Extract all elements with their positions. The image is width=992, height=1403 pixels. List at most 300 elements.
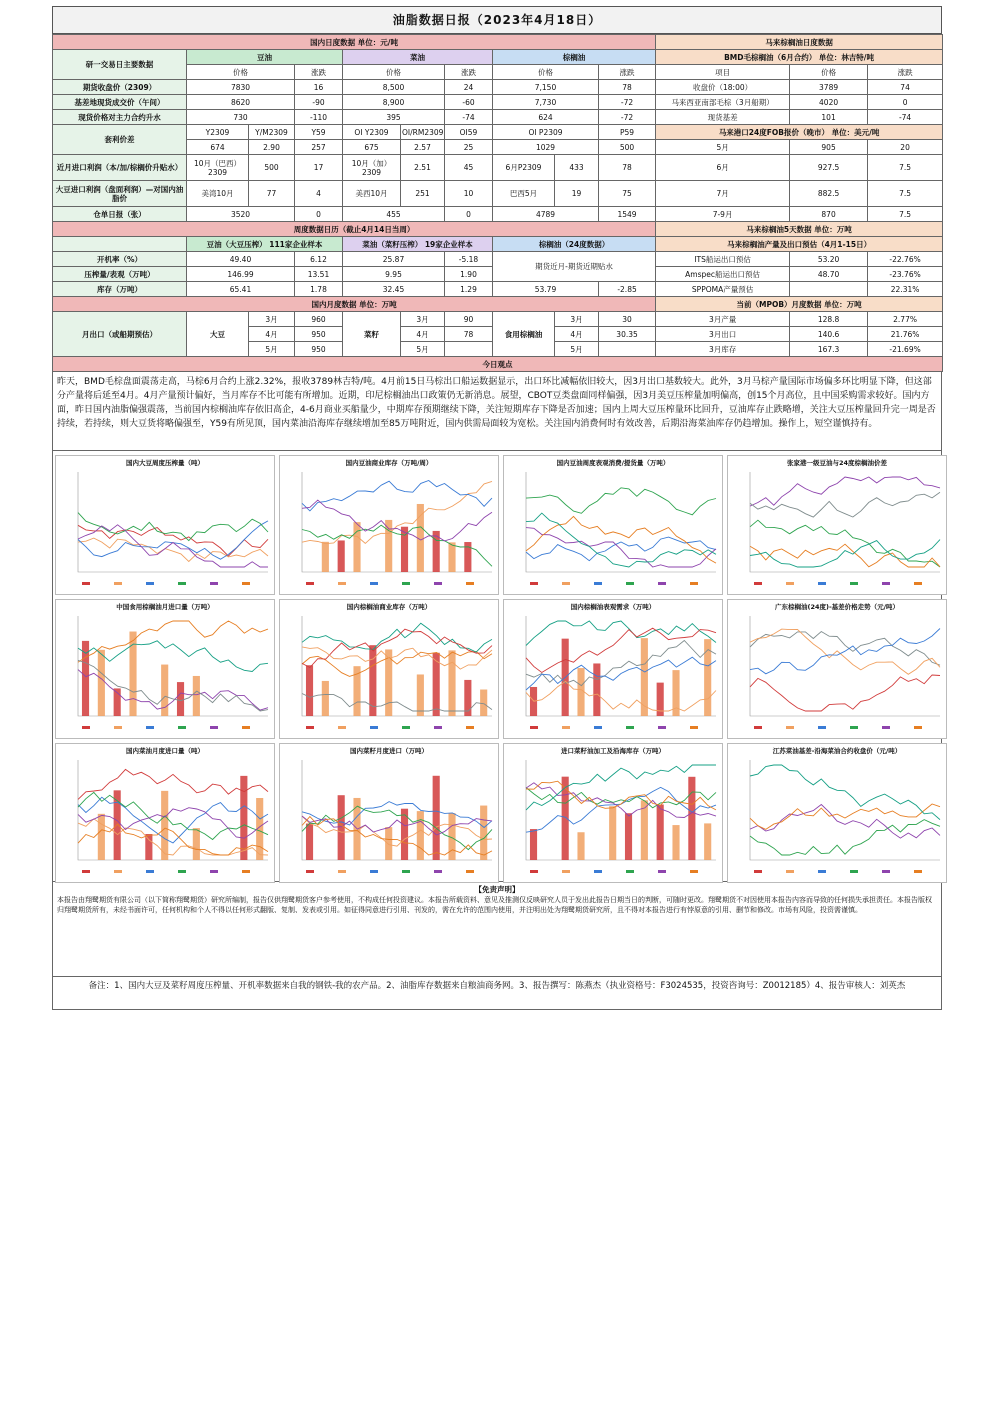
cell: 78 bbox=[445, 327, 493, 342]
chart-bar bbox=[240, 776, 247, 860]
chart-bar bbox=[641, 800, 648, 860]
cell: 730 bbox=[187, 110, 295, 125]
cell: 624 bbox=[493, 110, 599, 125]
chart-bar bbox=[145, 834, 152, 860]
row-label: 库存（万吨） bbox=[53, 282, 187, 297]
cell: ITS船运出口预估 bbox=[656, 252, 790, 267]
spread-value: 2.90 bbox=[249, 140, 295, 155]
chart-series-line bbox=[302, 694, 492, 712]
cell: 167.3 bbox=[790, 342, 868, 357]
weekly-header: 周度数据日历（截止4月14日当周） bbox=[53, 222, 656, 237]
spread-header: OI Y2309 bbox=[343, 125, 401, 140]
cell: 3月 bbox=[555, 312, 599, 327]
cell: -72 bbox=[599, 110, 656, 125]
cell: 3月 bbox=[401, 312, 445, 327]
chart-bar bbox=[480, 806, 487, 860]
chart-bar bbox=[480, 690, 487, 716]
chart-bar bbox=[530, 829, 537, 860]
legend-swatch bbox=[658, 582, 666, 585]
legend-swatch bbox=[434, 870, 442, 873]
cell: 1.29 bbox=[445, 282, 493, 297]
cell: 960 bbox=[295, 312, 343, 327]
chart-bar bbox=[161, 791, 168, 860]
chart-series-line bbox=[526, 513, 716, 567]
import-label-2: 大豆进口利润（盘面利润）—对国内油脂价 bbox=[53, 181, 187, 207]
chart-bar bbox=[306, 665, 313, 716]
chart-series-line bbox=[526, 788, 716, 808]
palm-note: 期货近月-期货近期贴水 bbox=[493, 252, 656, 282]
chart-series-line bbox=[526, 641, 716, 686]
product-palmoil: 棕榈油 bbox=[493, 50, 656, 65]
cell: -23.76% bbox=[868, 267, 943, 282]
chart-thumbnail bbox=[503, 743, 723, 883]
cell: 7-9月 bbox=[656, 207, 790, 222]
chart-thumbnail bbox=[727, 455, 947, 595]
cell: 美西10月 bbox=[343, 181, 401, 207]
chart-axis bbox=[302, 472, 492, 572]
cell: 22.31% bbox=[868, 282, 943, 297]
import-label-1: 近月进口利润（本/加/棕榈价升贴水） bbox=[53, 155, 187, 181]
legend-swatch bbox=[178, 870, 186, 873]
chart-title: 中国食用棕榈油月进口量（万吨） bbox=[116, 603, 214, 611]
cell: 65.41 bbox=[187, 282, 295, 297]
malaysia-daily-header: 马来棕榈油日度数据 bbox=[656, 35, 943, 50]
spread-header: OI/RM2309 bbox=[401, 125, 445, 140]
legend-swatch bbox=[338, 582, 346, 585]
cell: 146.99 bbox=[187, 267, 295, 282]
chart-thumbnail bbox=[279, 743, 499, 883]
spread-header: OI59 bbox=[445, 125, 493, 140]
chart-series-line bbox=[78, 824, 268, 855]
viewpoint-header: 今日观点 bbox=[53, 357, 943, 372]
chart-series-line bbox=[750, 492, 940, 517]
cell: 950 bbox=[295, 327, 343, 342]
chart-canvas bbox=[280, 744, 498, 882]
cell: 7,150 bbox=[493, 80, 599, 95]
cell: -21.69% bbox=[868, 342, 943, 357]
legend-swatch bbox=[658, 726, 666, 729]
chart-title: 进口菜籽油加工及沿海库存（万吨） bbox=[561, 747, 665, 755]
cell: 5月 bbox=[555, 342, 599, 357]
legend-swatch bbox=[306, 870, 314, 873]
cell: 455 bbox=[343, 207, 445, 222]
cell: 78 bbox=[599, 80, 656, 95]
legend-swatch bbox=[82, 582, 90, 585]
legend-swatch bbox=[370, 726, 378, 729]
cell: 16 bbox=[295, 80, 343, 95]
chart-bar bbox=[433, 776, 440, 860]
cell: 9.95 bbox=[343, 267, 445, 282]
spread-header: Y59 bbox=[295, 125, 343, 140]
chart-series-line bbox=[750, 632, 940, 666]
legend-swatch bbox=[402, 582, 410, 585]
chart-series-line bbox=[302, 647, 492, 669]
fob-header: 马来港口24度FOB报价（晚市） 单位：美元/吨 bbox=[656, 125, 943, 140]
cell: 10月（巴西）2309 bbox=[187, 155, 249, 181]
legend-swatch bbox=[690, 726, 698, 729]
spread-header: P59 bbox=[599, 125, 656, 140]
chart-axis bbox=[78, 472, 268, 572]
legend-swatch bbox=[530, 870, 538, 873]
spread-value: 25 bbox=[445, 140, 493, 155]
chart-bar bbox=[609, 806, 616, 860]
chart-canvas bbox=[728, 456, 946, 594]
cell: 53.20 bbox=[790, 252, 868, 267]
cell: 8620 bbox=[187, 95, 295, 110]
cell: 3789 bbox=[790, 80, 868, 95]
cell: 马来西亚南部毛棕（3月船期） bbox=[656, 95, 790, 110]
cell: 882.5 bbox=[790, 181, 868, 207]
cell: Amspec船运出口预估 bbox=[656, 267, 790, 282]
legend-swatch bbox=[850, 582, 858, 585]
cell: -22.76% bbox=[868, 252, 943, 267]
cell bbox=[790, 282, 868, 297]
spread-label: 套利价差 bbox=[53, 125, 187, 155]
chart-series-line bbox=[750, 675, 940, 711]
chart-bar bbox=[704, 823, 711, 860]
legend-swatch bbox=[466, 870, 474, 873]
spread-value: 2.57 bbox=[401, 140, 445, 155]
legend-swatch bbox=[626, 582, 634, 585]
product-soyoil: 豆油 bbox=[187, 50, 343, 65]
cell: 927.5 bbox=[790, 155, 868, 181]
product-rapeoil: 菜油 bbox=[343, 50, 493, 65]
chart-thumbnail bbox=[503, 599, 723, 739]
legend-swatch bbox=[466, 726, 474, 729]
disclaimer bbox=[52, 882, 942, 977]
cell: 2.77% bbox=[868, 312, 943, 327]
chart-title: 广东棕榈油(24度)-基差价格走势（元/吨） bbox=[774, 603, 900, 611]
cell: 950 bbox=[295, 342, 343, 357]
chart-series-line bbox=[78, 521, 268, 559]
legend-swatch bbox=[82, 870, 90, 873]
cell: 4020 bbox=[790, 95, 868, 110]
chart-bar bbox=[448, 650, 455, 716]
cell: 0 bbox=[295, 207, 343, 222]
legend-swatch bbox=[786, 726, 794, 729]
cell: 巴西5月 bbox=[493, 181, 555, 207]
cell bbox=[445, 342, 493, 357]
legend-swatch bbox=[690, 870, 698, 873]
chart-bar bbox=[353, 522, 360, 572]
chart-bar bbox=[193, 676, 200, 716]
chart-canvas bbox=[728, 600, 946, 738]
legend-swatch bbox=[210, 582, 218, 585]
cell: 19 bbox=[555, 181, 599, 207]
chart-series-line bbox=[78, 670, 268, 711]
cell: 25.87 bbox=[343, 252, 445, 267]
bmd-header: BMD毛棕榈油（6月合约） 单位：林吉特/吨 bbox=[656, 50, 943, 65]
chart-bar bbox=[417, 674, 424, 716]
chart-series-line bbox=[750, 804, 940, 829]
legend-swatch bbox=[658, 870, 666, 873]
cell: 5月 bbox=[249, 342, 295, 357]
chart-series-line bbox=[526, 781, 716, 810]
row-label: 现货价格对主力合约升水 bbox=[53, 110, 187, 125]
chart-bar bbox=[625, 813, 632, 860]
legend-swatch bbox=[210, 870, 218, 873]
legend-swatch bbox=[914, 726, 922, 729]
chart-series-line bbox=[78, 621, 268, 662]
chart-thumbnail bbox=[503, 455, 723, 595]
legend-swatch bbox=[626, 870, 634, 873]
cell: 21.76% bbox=[868, 327, 943, 342]
cell: 7.5 bbox=[868, 207, 943, 222]
cell: 3月产量 bbox=[656, 312, 790, 327]
chart-canvas bbox=[504, 456, 722, 594]
chart-series-line bbox=[78, 538, 268, 561]
legend-swatch bbox=[594, 870, 602, 873]
chart-bar bbox=[385, 520, 392, 572]
report-title: 油脂数据日报（2023年4月18日） bbox=[52, 6, 942, 34]
cell: 128.8 bbox=[790, 312, 868, 327]
legend-swatch bbox=[850, 726, 858, 729]
chart-axis bbox=[526, 616, 716, 716]
cell: 7,730 bbox=[493, 95, 599, 110]
warehouse-label: 仓单日报（张） bbox=[53, 207, 187, 222]
cell: 美湾10月 bbox=[187, 181, 249, 207]
cell: -74 bbox=[868, 110, 943, 125]
chart-series-line bbox=[750, 765, 940, 820]
legend-swatch bbox=[562, 870, 570, 873]
legend-swatch bbox=[210, 726, 218, 729]
malay-col: 涨跌 bbox=[868, 65, 943, 80]
chart-series-line bbox=[78, 797, 268, 843]
legend-swatch bbox=[306, 726, 314, 729]
cell: 30 bbox=[599, 312, 656, 327]
legend-swatch bbox=[82, 726, 90, 729]
chart-title: 国内棕榈油表观需求（万吨） bbox=[570, 603, 656, 611]
chart-series-line bbox=[78, 808, 268, 839]
chart-canvas bbox=[504, 744, 722, 882]
chart-bar bbox=[593, 663, 600, 716]
col-change: 涨跌 bbox=[445, 65, 493, 80]
chart-series-line bbox=[526, 621, 716, 646]
legend-swatch bbox=[594, 582, 602, 585]
spread-value: 500 bbox=[599, 140, 656, 155]
daily-row bbox=[53, 95, 943, 110]
chart-bar bbox=[672, 825, 679, 860]
cell: -2.85 bbox=[599, 282, 656, 297]
cell: 4月 bbox=[555, 327, 599, 342]
chart-canvas bbox=[504, 600, 722, 738]
chart-bar bbox=[577, 668, 584, 716]
cell: 251 bbox=[401, 181, 445, 207]
legend-swatch bbox=[882, 582, 890, 585]
legend-swatch bbox=[178, 726, 186, 729]
cell: -60 bbox=[445, 95, 493, 110]
legend-swatch bbox=[242, 726, 250, 729]
cell: 现货基差 bbox=[656, 110, 790, 125]
legend-swatch bbox=[882, 870, 890, 873]
legend-swatch bbox=[242, 582, 250, 585]
spread-value: 257 bbox=[295, 140, 343, 155]
legend-swatch bbox=[754, 726, 762, 729]
chart-bar bbox=[306, 824, 313, 860]
chart-thumbnail bbox=[55, 455, 275, 595]
notes: 备注：1、国内大豆及菜籽周度压榨量、开机率数据来自我的钢铁-我的农产品。2、油脂库存数据来自粮油商务网。3、报告撰写：陈燕杰（执业资格号：F3024535，投资咨询号：Z0012185）4、报告审核人：刘英杰 bbox=[52, 977, 942, 1010]
cell: 2.51 bbox=[401, 155, 445, 181]
cell: 4月 bbox=[401, 327, 445, 342]
cell: 24 bbox=[445, 80, 493, 95]
chart-grid bbox=[52, 451, 942, 882]
report-sheet bbox=[52, 6, 942, 1010]
cell: 49.40 bbox=[187, 252, 295, 267]
chart-series-line bbox=[302, 816, 492, 846]
legend-swatch bbox=[370, 870, 378, 873]
spread-value: 1029 bbox=[493, 140, 599, 155]
chart-title: 张家港一级豆油与24度棕榈油价差 bbox=[786, 459, 888, 467]
cell: 4 bbox=[295, 181, 343, 207]
legend-swatch bbox=[530, 726, 538, 729]
legend-swatch bbox=[786, 870, 794, 873]
cell: -72 bbox=[599, 95, 656, 110]
legend-swatch bbox=[594, 726, 602, 729]
legend-swatch bbox=[850, 870, 858, 873]
cell: 7.5 bbox=[868, 155, 943, 181]
cell: 75 bbox=[599, 181, 656, 207]
legend-swatch bbox=[818, 582, 826, 585]
monthly-header: 国内月度数据 单位：万吨 bbox=[53, 297, 656, 312]
legend-swatch bbox=[690, 582, 698, 585]
cell: 4789 bbox=[493, 207, 599, 222]
chart-title: 国内豆油商业库存（万吨/周） bbox=[345, 459, 433, 467]
cell: 77 bbox=[249, 181, 295, 207]
cell: 48.70 bbox=[790, 267, 868, 282]
legend-swatch bbox=[146, 582, 154, 585]
cell: 3月 bbox=[249, 312, 295, 327]
daily-table bbox=[52, 34, 943, 372]
chart-bar bbox=[338, 795, 345, 860]
cell: 17 bbox=[295, 155, 343, 181]
legend-swatch bbox=[882, 726, 890, 729]
legend-swatch bbox=[402, 870, 410, 873]
chart-series-line bbox=[302, 481, 492, 511]
chart-bar bbox=[530, 687, 537, 716]
cell: 500 bbox=[249, 155, 295, 181]
legend-swatch bbox=[434, 582, 442, 585]
weekly-blank bbox=[53, 237, 187, 252]
col-change: 涨跌 bbox=[295, 65, 343, 80]
chart-title: 国内豆油周度表观消费/提货量（万吨） bbox=[556, 459, 670, 467]
chart-bar bbox=[322, 681, 329, 716]
chart-series-line bbox=[750, 820, 940, 855]
chart-series-line bbox=[302, 652, 492, 677]
chart-title: 国内大豆周度压榨量（吨） bbox=[126, 459, 204, 467]
cell: 3月出口 bbox=[656, 327, 790, 342]
cell: 6月P2309 bbox=[493, 155, 555, 181]
cell: SPPOMA产量预估 bbox=[656, 282, 790, 297]
chart-canvas bbox=[56, 456, 274, 594]
spread-value: 674 bbox=[187, 140, 249, 155]
legend-swatch bbox=[530, 582, 538, 585]
chart-thumbnail bbox=[279, 455, 499, 595]
daily-row bbox=[53, 80, 943, 95]
chart-bar bbox=[322, 542, 329, 572]
spread-header: Y/M2309 bbox=[249, 125, 295, 140]
weekly-subheader: 豆油（大豆压榨） 111家企业样本 bbox=[187, 237, 343, 252]
col-price: 价格 bbox=[187, 65, 295, 80]
chart-title: 国内菜油月度进口量（吨） bbox=[126, 747, 204, 755]
row-label: 压榨量/表观（万吨） bbox=[53, 267, 187, 282]
chart-bar bbox=[385, 827, 392, 860]
cell: 101 bbox=[790, 110, 868, 125]
chart-thumbnail bbox=[279, 599, 499, 739]
chart-series-line bbox=[750, 629, 940, 674]
cell: 13.51 bbox=[295, 267, 343, 282]
chart-series-line bbox=[78, 641, 268, 672]
col-change: 涨跌 bbox=[599, 65, 656, 80]
legend-swatch bbox=[114, 726, 122, 729]
chart-canvas bbox=[56, 744, 274, 882]
weekly-subheader: 菜油（菜籽压榨） 19家企业样本 bbox=[343, 237, 493, 252]
cell: 1.78 bbox=[295, 282, 343, 297]
legend-swatch bbox=[914, 582, 922, 585]
cell: 6.12 bbox=[295, 252, 343, 267]
chart-title: 江苏菜油基差-沿海菜油合约收盘价（元/吨） bbox=[772, 747, 902, 755]
legend-swatch bbox=[306, 582, 314, 585]
legend-swatch bbox=[818, 870, 826, 873]
row-label: 期货收盘价（2309） bbox=[53, 80, 187, 95]
chart-canvas bbox=[728, 744, 946, 882]
chart-bar bbox=[193, 828, 200, 860]
row-label: 开机率（%） bbox=[53, 252, 187, 267]
cell: 0 bbox=[445, 207, 493, 222]
cell: -5.18 bbox=[445, 252, 493, 267]
chart-series-line bbox=[526, 681, 716, 711]
chart-bar bbox=[577, 832, 584, 860]
malay-col: 项目 bbox=[656, 65, 790, 80]
cell: 1.90 bbox=[445, 267, 493, 282]
cell: 4月 bbox=[249, 327, 295, 342]
legend-swatch bbox=[914, 870, 922, 873]
chart-series-line bbox=[78, 769, 268, 799]
legend-swatch bbox=[562, 582, 570, 585]
chart-series-line bbox=[78, 513, 268, 541]
chart-thumbnail bbox=[727, 743, 947, 883]
chart-bar bbox=[448, 542, 455, 572]
cell: 1549 bbox=[599, 207, 656, 222]
legend-swatch bbox=[242, 870, 250, 873]
chart-axis bbox=[750, 760, 940, 860]
legend-swatch bbox=[466, 582, 474, 585]
cell: 53.79 bbox=[493, 282, 599, 297]
chart-series-line bbox=[526, 787, 716, 832]
malay-5day-header: 马来棕榈油5天数据 单位：万吨 bbox=[656, 222, 943, 237]
chart-title: 国内菜籽月度进口（万吨） bbox=[350, 747, 428, 755]
chart-axis bbox=[526, 760, 716, 860]
cell: 74 bbox=[868, 80, 943, 95]
chart-series-line bbox=[526, 628, 716, 672]
chart-thumbnail bbox=[55, 743, 275, 883]
chart-bar bbox=[338, 540, 345, 572]
legend-swatch bbox=[818, 726, 826, 729]
legend-swatch bbox=[626, 726, 634, 729]
chart-series-line bbox=[750, 520, 940, 567]
legend-swatch bbox=[562, 726, 570, 729]
spread-value: 675 bbox=[343, 140, 401, 155]
chart-series-line bbox=[526, 657, 716, 690]
daily-label-header: 研一交易日主要数据 bbox=[53, 50, 187, 80]
legend-swatch bbox=[370, 582, 378, 585]
cell: -110 bbox=[295, 110, 343, 125]
cell: 10月（加）2309 bbox=[343, 155, 401, 181]
monthly-label: 月出口（或船期预估） bbox=[53, 312, 187, 357]
col-price: 价格 bbox=[343, 65, 445, 80]
viewpoint-text: 昨天，BMD毛棕盘面震荡走高，马棕6月合约上涨2.32%，报收3789林吉特/吨。4月前15日马棕出口船运数据显示，出口环比减幅依旧较大，因3月出口基数较大。此外，3月马棕产量国际市场偏多环比明显下降，但这部分产量将后延至4月。4月产量预计偏好，当月库存不比可能有所增加。近期，印尼棕榈油出口政策仍无新消息。展望，CBOT豆类盘面同样偏强，因3月美豆压榨量加明偏高，创15个月高位，且中国采购需求较好。国内方面，昨日国内油脂偏强震荡，当前国内棕榈油库存依旧高企，4-6月商业买船量少，中期库存预期继续下降，关注短期库存下降是否加速；国内上周大豆压榨量环比回升，豆油库存止跌略增，关注大豆压榨量回升完一周是否持续，若持续，则大豆货将略偏强至，Y59有所见顶，国内菜油沿海库存继续增加至85万吨附近，国内供需局面较为宽松。关注国内消费何时有效改善，后期沿海菜油库存仍趋增加。操作上，短空谨慎持有。 bbox=[52, 372, 942, 451]
cell: 6月 bbox=[656, 155, 790, 181]
chart-bar bbox=[98, 650, 105, 716]
